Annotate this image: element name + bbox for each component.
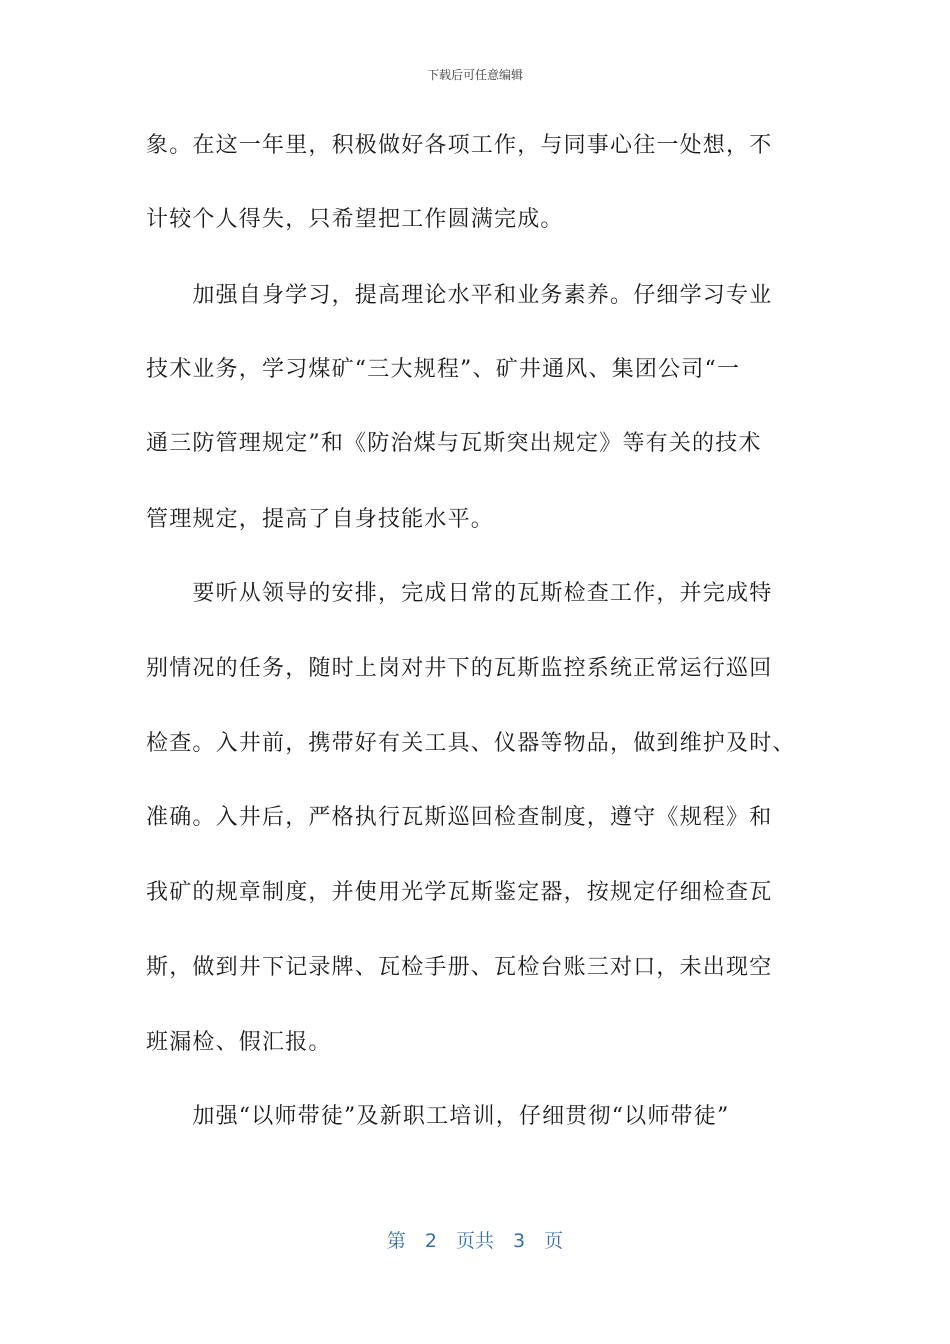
text-line: 要听从领导的安排，完成日常的瓦斯检查工作，并完成特 <box>146 581 773 606</box>
text-line: 别情况的任务，随时上岗对井下的瓦斯监控系统正常运行巡回 <box>146 656 773 681</box>
text-line: 通三防管理规定”和《防治煤与瓦斯突出规定》等有关的技术 <box>146 431 762 456</box>
text-line: 斯，做到井下记录牌、瓦检手册、瓦检台账三对口，未出现空 <box>146 955 773 980</box>
page-number-footer: 第 2 页共 3 页 <box>386 1230 564 1252</box>
text-line: 加强自身学习，提高理论水平和业务素养。仔细学习专业 <box>146 283 773 308</box>
text-line: 加强“以师带徒”及新职工培训，仔细贯彻“以师带徒” <box>146 1104 730 1129</box>
text-line: 检查。入井前，携带好有关工具、仪器等物品，做到维护及时、 <box>146 731 796 756</box>
text-line: 班漏检、假汇报。 <box>146 1030 332 1055</box>
text-line: 管理规定，提高了自身技能水平。 <box>146 507 495 532</box>
text-line: 象。在这一年里，积极做好各项工作，与同事心往一处想，不 <box>146 133 773 158</box>
text-line: 准确。入井后，严格执行瓦斯巡回检查制度，遵守《规程》和 <box>146 805 773 830</box>
page-header-note: 下载后可任意编辑 <box>426 68 523 82</box>
text-line: 我矿的规章制度，并使用光学瓦斯鉴定器，按规定仔细检查瓦 <box>146 880 773 905</box>
text-line: 技术业务，学习煤矿“三大规程”、矿井通风、集团公司“一 <box>146 357 741 382</box>
text-line: 计较个人得失，只希望把工作圆满完成。 <box>146 207 564 232</box>
